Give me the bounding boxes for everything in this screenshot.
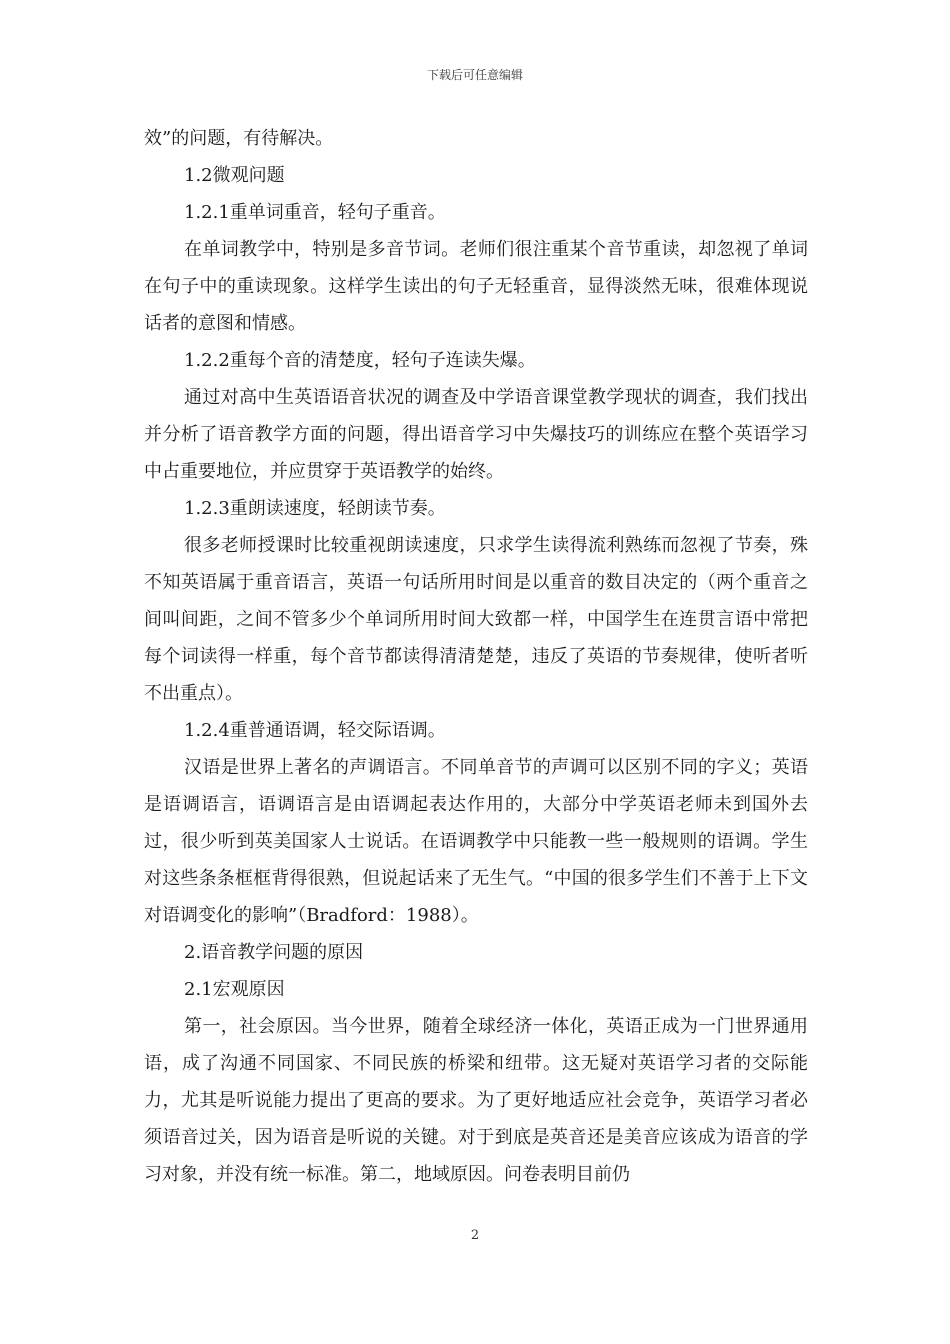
section-heading-2: 2.语音教学问题的原因 bbox=[184, 942, 364, 963]
section-heading-1-2-3: 1.2.3重朗读速度，轻朗读节奏。 bbox=[184, 498, 446, 519]
document-body bbox=[144, 120, 808, 1193]
paragraph-2-1: 第一，社会原因。当今世界，随着全球经济一体化，英语正成为一门世界通用语，成了沟通不同国家、不同民族的桥梁和纽带。这无疑对英语学习者的交际能力，尤其是听说能力提出了更高的要求。为了更好地适应社会竞争，英语学习者必须语音过关，因为语音是听说的关键。对于到底是英音还是美音应该成为语音的学习对象，并没有统一标准。第二，地域原因。问卷表明目前仍 bbox=[144, 1016, 808, 1185]
paragraph-1-2-1: 在单词教学中，特别是多音节词。老师们很注重某个音节重读，却忽视了单词在句子中的重读现象。这样学生读出的句子无轻重音，显得淡然无味，很难体现说话者的意图和情感。 bbox=[144, 239, 808, 334]
page-header: 下载后可任意编辑 bbox=[426, 68, 523, 82]
paragraph-1-2-3: 很多老师授课时比较重视朗读速度，只求学生读得流利熟练而忽视了节奏，殊不知英语属于重音语言，英语一句话所用时间是以重音的数目决定的（两个重音之间叫间距，之间不管多少个单词所用时间大致都一样，中国学生在连贯言语中常把每个词读得一样重，每个音节都读得清清楚楚，违反了英语的节奏规律，使听者听不出重点）。 bbox=[144, 535, 808, 704]
paragraph-continuation: 效”的问题，有待解决。 bbox=[144, 128, 334, 149]
section-heading-1-2-2: 1.2.2重每个音的清楚度，轻句子连读失爆。 bbox=[184, 350, 536, 371]
page-number: 2 bbox=[470, 1228, 480, 1243]
section-heading-1-2-1: 1.2.1重单词重音，轻句子重音。 bbox=[184, 202, 446, 223]
section-heading-1-2-4: 1.2.4重普通语调，轻交际语调。 bbox=[184, 720, 446, 741]
section-heading-1-2: 1.2微观问题 bbox=[184, 165, 285, 186]
paragraph-1-2-4: 汉语是世界上著名的声调语言。不同单音节的声调可以区别不同的字义；英语是语调语言，语调语言是由语调起表达作用的，大部分中学英语老师未到国外去过，很少听到英美国家人士说话。在语调教学中只能教一些一般规则的语调。学生对这些条条框框背得很熟，但说起话来了无生气。“中国的很多学生们不善于上下文对语调变化的影响”（Bradford：1988）。 bbox=[144, 757, 808, 926]
section-heading-2-1: 2.1宏观原因 bbox=[184, 979, 285, 1000]
paragraph-1-2-2: 通过对高中生英语语音状况的调查及中学语音课堂教学现状的调查，我们找出并分析了语音教学方面的问题，得出语音学习中失爆技巧的训练应在整个英语学习中占重要地位，并应贯穿于英语教学的始终。 bbox=[144, 387, 808, 482]
